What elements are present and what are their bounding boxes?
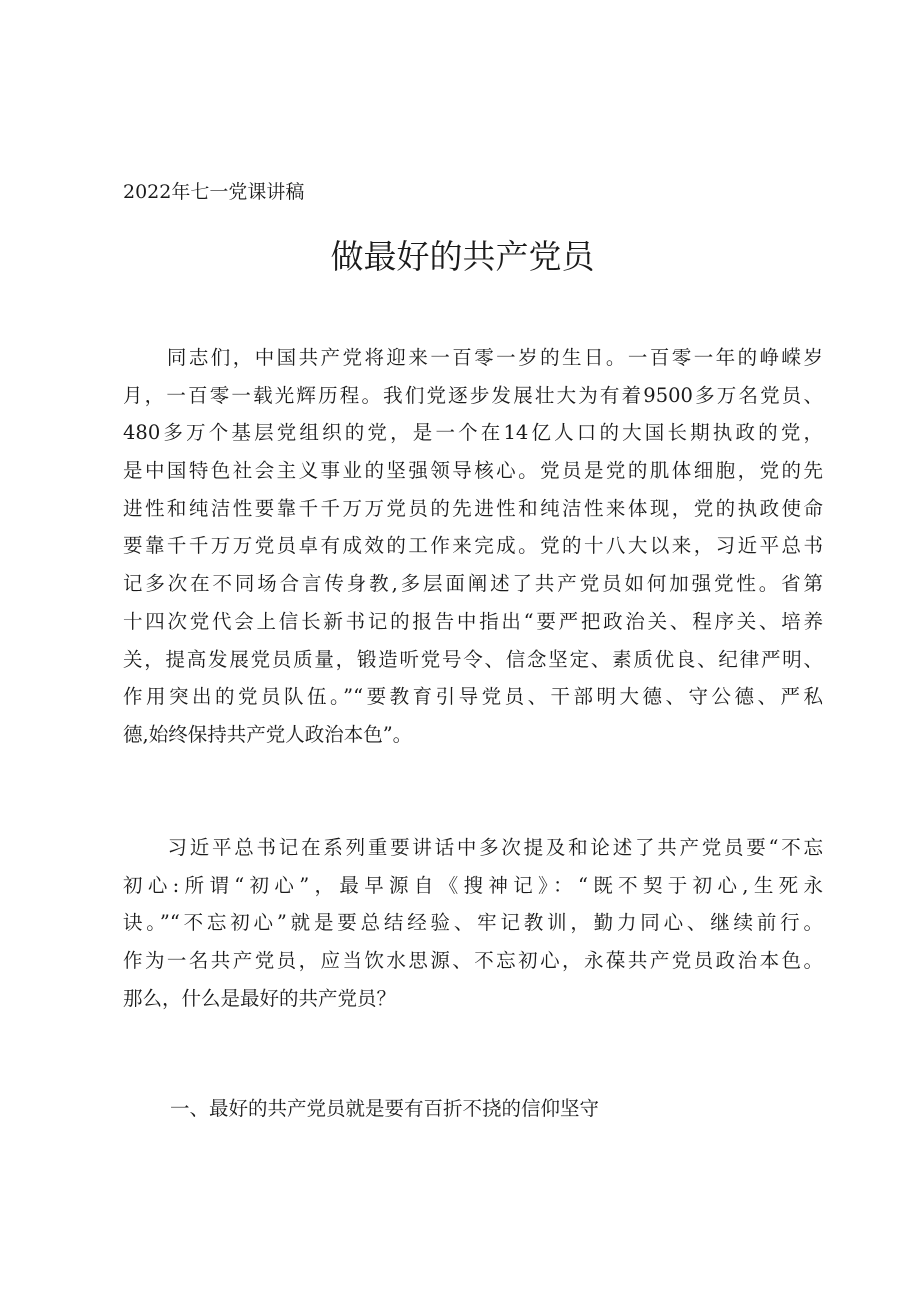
document-title: 做最好的共产党员 <box>330 237 595 276</box>
paragraph-line: 作为一名共产党员，应当饮水思源、不忘初心，永葆共产党员政治本色。 <box>123 949 823 973</box>
paragraph-line: 进性和纯洁性要靠千千万万党员的先进性和纯洁性来体现，党的执政使命 <box>123 496 823 520</box>
paragraph-line: 作用突出的党员队伍。”“要教育引导党员、干部明大德、守公德、严私 <box>123 685 823 709</box>
paragraph-line: 德,始终保持共产党人政治本色”。 <box>123 722 413 746</box>
paragraph-line: 习近平总书记在系列重要讲话中多次提及和论述了共产党员要“不忘 <box>123 836 823 859</box>
paragraph-line: 诀。”“不忘初心”就是要总结经验、牢记教训，勤力同心、继续前行。 <box>123 911 823 935</box>
paragraph-line: 要靠千千万万党员卓有成效的工作来完成。党的十八大以来，习近平总书 <box>123 534 823 558</box>
paragraph-intro <box>123 339 823 754</box>
paragraph-line: 记多次在不同场合言传身教,多层面阐述了共产党员如何加强党性。省第 <box>123 572 823 596</box>
paragraph-line: 初心:所谓“初心”，最早源自《搜神记》：“既不契于初心,生死永 <box>123 873 823 897</box>
paragraph-line: 十四次党代会上信长新书记的报告中指出“要严把政治关、程序关、培养 <box>123 609 823 633</box>
paragraph-line: 480多万个基层党组织的党，是一个在14亿人口的大国长期执政的党， <box>123 421 823 445</box>
section-heading: 一、最好的共产党员就是要有百折不挠的信仰坚守 <box>170 1097 600 1120</box>
document-subtitle: 2022年七一党课讲稿 <box>123 181 305 203</box>
paragraph-original-aspiration <box>123 829 823 1017</box>
paragraph-line: 那么，什么是最好的共产党员？ <box>123 986 397 1010</box>
paragraph-line: 同志们，中国共产党将迎来一百零一岁的生日。一百零一年的峥嵘岁 <box>123 346 823 369</box>
paragraph-line: 月，一百零一载光辉历程。我们党逐步发展壮大为有着9500多万名党员、 <box>123 383 823 407</box>
paragraph-line: 关，提高发展党员质量，锻造听党号令、信念坚定、素质优良、纪律严明、 <box>123 647 823 671</box>
paragraph-line: 是中国特色社会主义事业的坚强领导核心。党员是党的肌体细胞，党的先 <box>123 459 823 483</box>
